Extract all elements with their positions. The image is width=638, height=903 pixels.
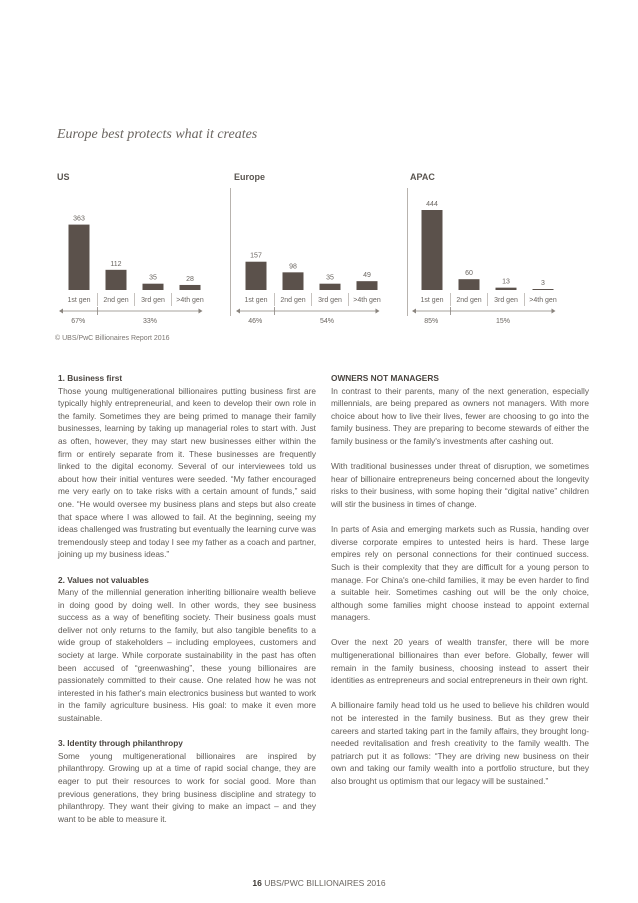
bar-value-label: 60	[465, 270, 473, 278]
left-column	[58, 372, 316, 825]
bar-value-label: 112	[110, 260, 122, 268]
bar-value-label: 35	[326, 274, 334, 282]
share-arrow-head-right	[376, 309, 380, 314]
chart-bar	[69, 225, 90, 290]
bar-value-label: 444	[426, 201, 438, 208]
chart-bar	[422, 210, 443, 290]
section-heading-owners: OWNERS NOT MANAGERS	[331, 373, 439, 383]
chart-bar	[496, 288, 517, 290]
share-label: 15%	[495, 318, 511, 325]
chart-title-europe: Europe	[234, 172, 266, 182]
x-tick-label: 1st gen	[420, 297, 444, 304]
chart-europe	[234, 172, 394, 332]
x-tick-label: 3rd gen	[141, 297, 165, 304]
bar-value-label: 98	[289, 263, 297, 271]
chart-bar	[357, 281, 378, 290]
share-label: 54%	[319, 318, 335, 325]
share-label: 33%	[142, 318, 158, 325]
x-tick-label: 1st gen	[244, 297, 268, 304]
share-label: 67%	[71, 318, 86, 325]
bar-value-label: 3	[541, 280, 545, 287]
chart-europe-svg	[234, 172, 394, 332]
chart-bar	[283, 272, 304, 290]
chart-bar	[246, 262, 267, 290]
x-tick-label: >4th gen	[353, 297, 381, 304]
x-tick-label: 2nd gen	[280, 297, 306, 304]
section-heading-values: 2. Values not valuables	[58, 574, 149, 585]
paragraph: Those young multigenerational billionaires putting business first are typically highly entrepreneurial, and keen to develop their own role in the family. Sometimes they are being primed to manage their family businesses, learning by taking up managerial roles to start with. Just as often, however, they may start new businesses either within the firm or entirely separate from it. These businesses are frequently linked to the digital economy. Several of our interviewees told us about how their initial ventures were seeded. “My father encouraged me very early on to take risks with a certain amount of funds,” said one. “He would oversee my business plans and steps but also create that space where I was allowed to fail. At the beginning, seeing my ideas challenged was frustrating but eventually the learning curve was tremendously steep and today I see my father as a coach and partner, joining up my business ideas.”	[58, 385, 316, 560]
chart-divider	[407, 188, 408, 316]
chart-bar	[533, 289, 554, 290]
publication-name: UBS/PWC BILLIONAIRES 2016	[264, 878, 386, 888]
x-tick-label: 2nd gen	[456, 297, 482, 304]
source-note: © UBS/PwC Billionaires Report 2016	[55, 335, 170, 342]
chart-bar	[106, 270, 127, 290]
chart-bar	[143, 284, 164, 290]
x-tick-label: 1st gen	[67, 297, 91, 304]
paragraph: In contrast to their parents, many of the next generation, especially millennials, are being prepared as owners not managers. With more choice about how to live their lives, fewer are choosing to go into the family business. They are preparing to become stewards of either the family business or the family's investments after cashing out.	[331, 385, 589, 446]
chart-title-apac: APAC	[410, 172, 435, 182]
bar-value-label: 363	[73, 215, 85, 223]
share-label: 46%	[248, 318, 263, 325]
share-arrow-head-left	[59, 309, 63, 314]
page-footer	[0, 878, 638, 888]
paragraph: A billionaire family head told us he used to believe his children would not be interested in the family business. But as they grew their careers and started taking part in the family affairs, they brought long-needed revitalisation and fresh creativity to the family wealth. The patriarch put it as follows: “They are driving new business on their own and taking our family wealth into a portfolio structure, but they also brought us optimism that our legacy will be sustained.”	[331, 700, 589, 786]
share-label: 85%	[424, 318, 439, 325]
share-arrow-head-left	[236, 309, 240, 314]
share-arrow-head-right	[199, 309, 203, 314]
x-tick-label: 2nd gen	[103, 297, 129, 304]
charts-area	[57, 172, 582, 352]
chart-us-svg	[57, 172, 217, 332]
paragraph: With traditional businesses under threat of disruption, we sometimes hear of billionaire entrepreneurs being concerned about the longevity risks to their business, with some hoping their “digital native” children will stir the business in times of change.	[331, 461, 589, 509]
right-column	[331, 372, 589, 788]
chart-apac-svg	[410, 172, 570, 332]
paragraph: Many of the millennial generation inheriting billionaire wealth believe in doing good by doing well. In other words, they see business success as a way of benefiting society. Their business goals must deliver not only returns to the family, but also tangible benefits to a wide group of stakeholders – including employees, customers and society at large. While corporate sustainability in the past has often been accused of “greenwashing”, these young billionaires are passionately committed to their cause. One related how he was not interested in his father's main electronics business but wanted to work in the family agriculture business. His goal: to make it even more sustainable.	[58, 587, 316, 724]
paragraph: Some young multigenerational billionaires are inspired by philanthropy. Growing up at a time of rapid social change, they are eager to put their resources to work for social good. More than previous generations, they bring business discipline and strategy to philanthropy. They want their giving to make an impact – and they want to be able to measure it.	[58, 750, 316, 824]
chart-bar	[320, 284, 341, 290]
share-arrow-head-right	[552, 309, 556, 314]
x-tick-label: 3rd gen	[318, 297, 342, 304]
chart-us	[57, 172, 217, 332]
section-title: Europe best protects what it creates	[57, 127, 258, 142]
chart-bar	[459, 279, 480, 290]
bar-value-label: 13	[502, 278, 510, 286]
chart-bar	[180, 285, 201, 290]
paragraph: In parts of Asia and emerging markets such as Russia, handing over diverse corporate empires to untested heirs is hard. These large empires rely on personal connections for their continued success. Such is their complexity that they are difficult for a young person to manage. For China's one-child families, it may be even harder to find a suitable heir. Sometimes cashing out will be the only choice, although some families might choose instead to appoint external managers.	[331, 524, 589, 623]
bar-value-label: 35	[149, 274, 157, 282]
chart-apac	[410, 172, 570, 332]
x-tick-label: >4th gen	[176, 297, 204, 304]
share-arrow-head-left	[412, 309, 416, 314]
x-tick-label: >4th gen	[529, 297, 557, 304]
bar-value-label: 49	[363, 272, 371, 280]
chart-title-us: US	[57, 172, 70, 182]
page-number: 16	[252, 878, 262, 888]
x-tick-label: 3rd gen	[494, 297, 518, 304]
section-heading-business-first: 1. Business first	[58, 373, 123, 383]
chart-divider	[230, 188, 231, 316]
bar-value-label: 157	[250, 252, 262, 260]
section-heading-philanthropy: 3. Identity through philanthropy	[58, 738, 183, 749]
paragraph: Over the next 20 years of wealth transfer, there will be more multigenerational billionaires than ever before. Globally, fewer will remain in the family business, choosing instead to assert their identities as entrepreneurs and social entrepreneurs in their own right.	[331, 637, 589, 686]
bar-value-label: 28	[186, 275, 194, 283]
